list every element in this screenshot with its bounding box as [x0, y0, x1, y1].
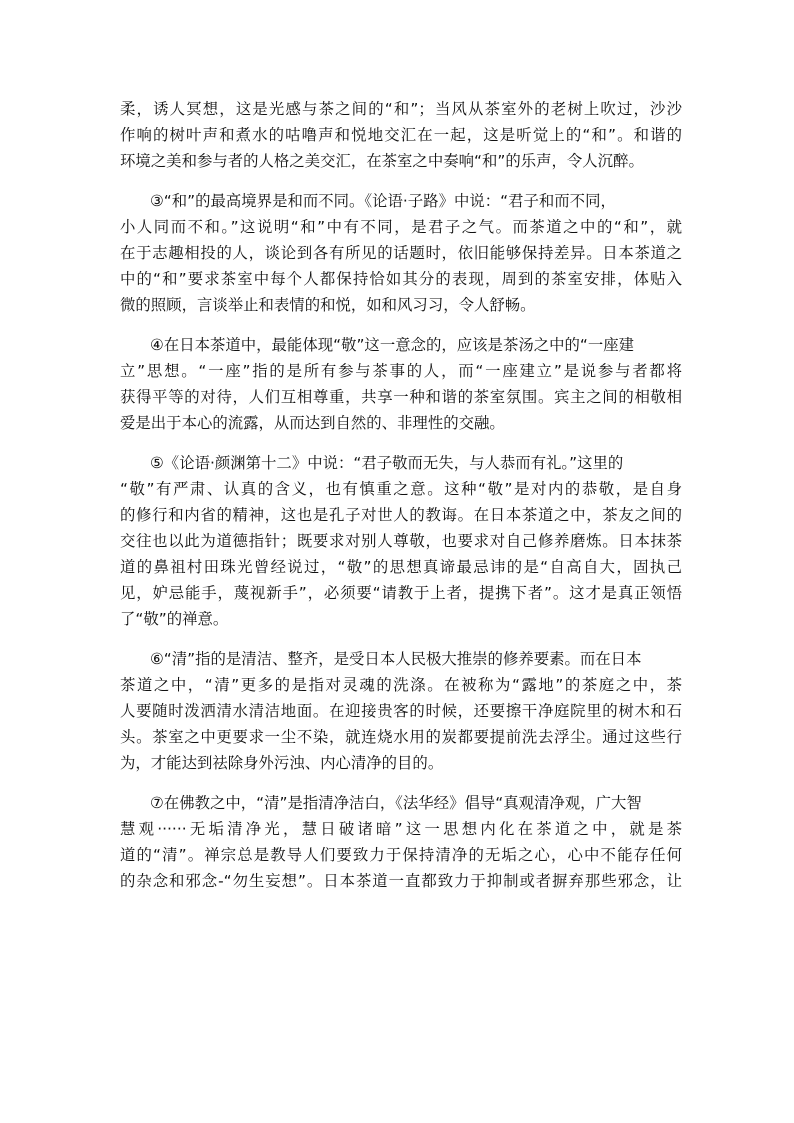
text-line: 获得平等的对待，人们互相尊重，共享一种和谐的茶室氛围。宾主之间的相敬相 — [120, 388, 682, 406]
text-line: 中的“和”要求茶室中每个人都保持恰如其分的表现，周到的茶室安排，体贴入 — [120, 270, 682, 288]
paragraph-5 — [120, 450, 682, 632]
paragraph-gap — [120, 632, 682, 646]
text-line: ③“和”的最高境界是和而不同。《论语·子路》中说：“君子和而不同， — [150, 192, 616, 210]
text-line: 道的鼻祖村田珠光曾经说过，“敬”的思想真谛最忌讳的是“自高自大，固执己 — [120, 558, 682, 576]
text-line: ⑦在佛教之中，“清”是指清净洁白，《法华经》倡导“真观清净观，广大智 — [150, 794, 642, 812]
text-line: 头。茶室之中更要求一尘不染，就连烧水用的炭都要提前洗去浮尘。通过这些行 — [120, 728, 682, 746]
text-line: 了“敬”的禅意。 — [120, 610, 229, 628]
paragraph-gap — [120, 436, 682, 450]
paragraph-4 — [120, 332, 682, 436]
text-line: 作响的树叶声和煮水的咕噜声和悦地交汇在一起，这是听觉上的“和”。和谐的 — [120, 126, 682, 144]
text-line: 道的“清”。禅宗总是教导人们要致力于保持清净的无垢之心，心中不能存任何 — [120, 846, 682, 864]
text-line: ⑤《论语·颜渊第十二》中说：“君子敬而无失，与人恭而有礼。”这里的 — [150, 454, 624, 472]
text-line: 爱是出于本心的流露，从而达到自然的、非理性的交融。 — [120, 414, 505, 432]
text-line: 在于志趣相投的人，谈论到各有所见的话题时，依旧能够保持差异。日本茶道之 — [120, 244, 682, 262]
text-line: ⑥“清”指的是清洁、整齐，是受日本人民极大推崇的修养要素。而在日本 — [150, 650, 642, 668]
text-line: 人要随时泼洒清水清洁地面。在迎接贵客的时候，还要擦干净庭院里的树木和石 — [120, 702, 682, 720]
paragraph-7 — [120, 790, 682, 894]
paragraph-continued — [120, 96, 682, 174]
paragraph-gap — [120, 318, 682, 332]
document-body — [120, 96, 682, 894]
text-line: “敬”有严肃、认真的含义，也有慎重之意。这种“敬”是对内的恭敬，是自身 — [120, 480, 682, 498]
text-line: 柔，诱人冥想，这是光感与茶之间的“和”；当风从茶室外的老树上吹过，沙沙 — [120, 100, 682, 118]
text-line: 立”思想。“一座”指的是所有参与茶事的人，而“一座建立”是说参与者都将 — [120, 362, 682, 380]
text-line: 的修行和内省的精神，这也是孔子对世人的教诲。在日本茶道之中，茶友之间的 — [120, 506, 682, 524]
text-line: 环境之美和参与者的人格之美交汇，在茶室之中奏响“和”的乐声，令人沉醉。 — [120, 152, 644, 170]
text-line: 小人同而不和。”这说明“和”中有不同，是君子之气。而茶道之中的“和”，就 — [120, 218, 682, 236]
text-line: 茶道之中，“清”更多的是指对灵魂的洗涤。在被称为“露地”的茶庭之中，茶 — [120, 676, 682, 694]
text-line: 慧观······无垢清净光，慧日破诸暗”这一思想内化在茶道之中，就是茶 — [120, 820, 682, 838]
text-line: 交往也以此为道德指针；既要求对别人尊敬，也要求对自己修养磨炼。日本抹茶 — [120, 532, 682, 550]
paragraph-gap — [120, 174, 682, 188]
text-line: 见，妒忌能手，蔑视新手”，必须要“请教于上者，提携下者”。这才是真正领悟 — [120, 584, 682, 602]
paragraph-3 — [120, 188, 682, 318]
text-line: ④在日本茶道中，最能体现“敬”这一意念的，应该是茶汤之中的“一座建 — [150, 336, 635, 354]
text-line: 为，才能达到祛除身外污浊、内心清净的目的。 — [120, 754, 444, 772]
paragraph-gap — [120, 776, 682, 790]
text-line: 微的照顾，言谈举止和表情的和悦，如和风习习，令人舒畅。 — [120, 296, 536, 314]
text-line: 的杂念和邪念-“勿生妄想”。日本茶道一直都致力于抑制或者摒弃那些邪念，让 — [120, 872, 682, 890]
paragraph-6 — [120, 646, 682, 776]
